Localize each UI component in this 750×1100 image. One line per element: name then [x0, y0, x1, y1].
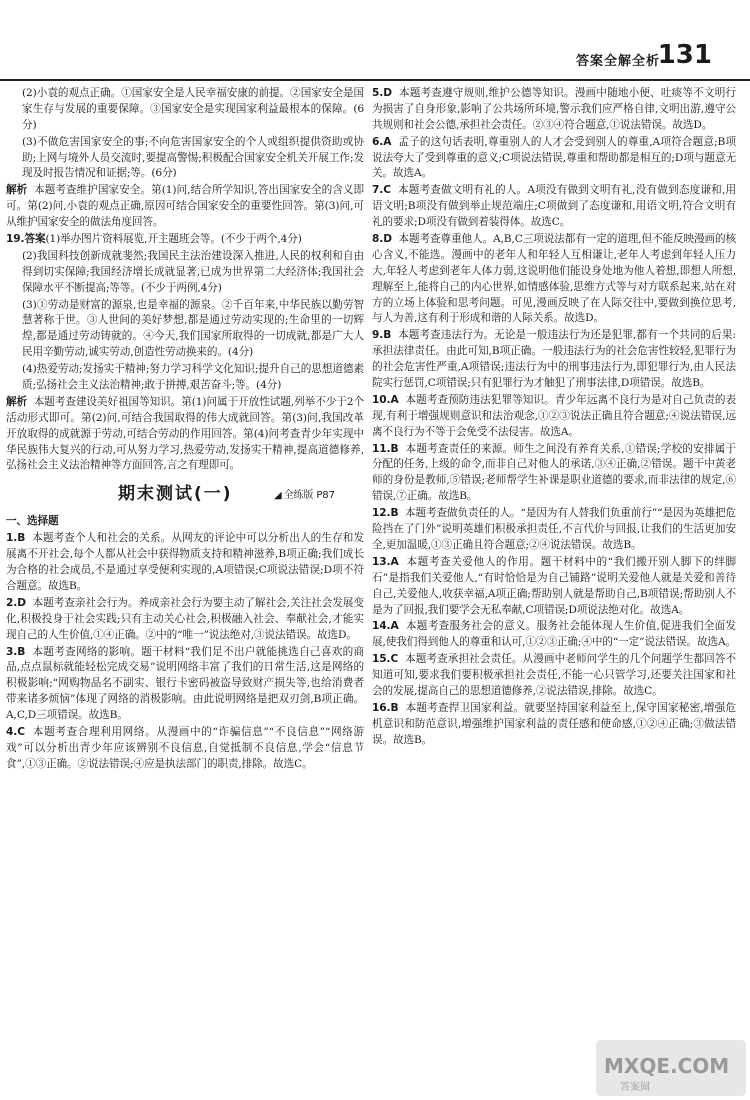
right-column: [372, 86, 736, 750]
answer-paragraph: [6, 232, 364, 248]
page-number: 131: [657, 40, 712, 70]
answer-paragraph: [372, 652, 736, 700]
section-subhead: 一、选择题: [6, 515, 59, 528]
right-answer-list: [372, 86, 736, 749]
answer-paragraph: [372, 555, 736, 619]
answer-paragraph: [6, 249, 364, 297]
section-title-block: [6, 480, 364, 510]
answer-paragraph: [6, 183, 364, 231]
answer-paragraph: [6, 86, 364, 134]
answer-text: (4)热爱劳动;发扬实干精神;努力学习科学文化知识;提升自己的思想道德素质;弘扬社会主义法治精神;敢于拼搏,艰苦奋斗;等。(4分): [22, 363, 364, 392]
answer-text: 孟子的这句话表明,尊重别人的人才会受到别人的尊重,A项符合题意;B项说法夸大了受到尊重的意义;C项说法错误,尊重和帮助都是相互的;D项与题意无关。故选A。: [372, 135, 736, 180]
answer-text: 本题考查建设美好祖国等知识。第(1)问属于开放性试题,列举不少于2个活动形式即可。第(2)问,可结合我国取得的伟大成就回答。第(3)问,我国改革开放取得的成就源于劳动,可结合劳动的作用回答。第(4)问考查青少年实现中华民族伟大复兴的行动,可从努力学习,热爱劳动,发扬实干精神,提高道德修养,弘扬社会主义法治精神等方面回答,言之有理即可。: [6, 395, 364, 472]
answer-text: 本题考查合理利用网络。从漫画中的“诈骗信息”“不良信息”“网络游戏”可以分析出青少年应该辨别不良信息,自觉抵制不良信息,学会“信息节食”,①③正确。②说法错误;④应是执法部门的职责,排除。故选C。: [6, 725, 364, 770]
answer-paragraph: [372, 232, 736, 327]
answer-paragraph: [6, 362, 364, 394]
answer-paragraph: [372, 393, 736, 441]
answer-paragraph: [6, 531, 364, 595]
answer-text: 本题考查维护国家安全。第(1)问,结合所学知识,答出国家安全的含义即可。第(2)问,小袁的观点正确,原因可结合国家安全的重要性回答。第(3)问,可从维护国家安全的做法角度回答。: [6, 184, 364, 229]
question-number: 9.B: [372, 329, 392, 342]
answer-label: 答案: [24, 233, 46, 246]
question-number: 15.C: [372, 653, 399, 666]
answer-text: 本题考查亲社会行为。养成亲社会行为要主动了解社会,关注社会发展变化,积极投身于社会实践;只有主动关心社会,积极融入社会、奉献社会,才能实现自己的人生价值,①④正确。②中的“唯一”说法绝对,③说法错误。故选D。: [6, 596, 364, 641]
answer-text: 本题考查承担社会责任。从漫画中老师问学生的几个问题学生都回答不知道可知,要求我们要积极承担社会责任,不能一心只管学习,还要关注国家和社会的发展,提高自己的思想道德修养,②说法错误,排除。故选C。: [372, 653, 736, 697]
question-number: 4.C: [6, 725, 25, 738]
answer-text: (3)①劳动是财富的源泉,也是幸福的源泉。②千百年来,中华民族以勤劳智慧著称于世。③人世间的美好梦想,都是通过劳动实现的;生命里的一切辉煌,都是通过劳动铸就的。④今天,我们国家所取得的一切成就,都是广大人民用辛勤劳动,诚实劳动,创造性劳动换来的。(4分): [22, 298, 364, 359]
question-number: 13.A: [372, 555, 399, 568]
answer-text: (2)小袁的观点正确。①国家安全是人民幸福安康的前提。②国家安全是国家生存与发展的重要保障。③国家安全是实现国家利益最根本的保障。(6分): [22, 87, 364, 131]
question-number: 1.B: [6, 532, 26, 545]
answer-paragraph: [6, 135, 364, 183]
question-number: 3.B: [6, 645, 26, 658]
answer-paragraph: [372, 442, 736, 506]
section-title: 期末测试(一): [118, 484, 233, 505]
answer-text: 本题考查网络的影响。题干材料“我们足不出户就能挑选自己喜欢的商品,点点鼠标就能轻松完成交易”说明网络丰富了我们的日常生活,这是网络的积极影响;“网购物品名不副实、银行卡密码被盗导致财产损失等,也给消费者带来诸多烦恼”体现了网络的消极影响。由此说明网络是把双刃剑,B项正确。A,C,D三项错误。故选B。: [6, 645, 364, 722]
answer-text: 本题考查关爱他人的作用。题干材料中的“我们搬开别人脚下的绊脚石”是指我们关爱他人,“有时恰恰是为自己铺路”说明关爱他人就是关爱和善待自己,关爱他人,收获幸福,A项正确;帮助别人就是帮助自己,B项错误;帮助别人不是为了回报,我们要学会无私奉献,C项错误;D项说法绝对化。故选A。: [372, 555, 736, 616]
answer-paragraph: [372, 183, 736, 231]
question-number: 2.D: [6, 596, 26, 609]
question-number: 10.A: [372, 393, 399, 406]
answer-paragraph: [6, 596, 364, 644]
answer-paragraph: [372, 701, 736, 749]
answer-text: 本题考查做文明有礼的人。A项没有做到文明有礼,没有做到态度谦和,用语文明;B项没有做到举止规范端庄;C项做到了态度谦和,用语文明,符合文明有礼的要求;D项没有做到着装得体。故选C。: [372, 184, 736, 229]
question-number: 6.A: [372, 135, 392, 148]
header-label: 答案全解全析: [575, 54, 660, 69]
answer-text: 本题考查违法行为。无论是一般违法行为还是犯罪,都有一个共同的后果:承担法律责任。由此可知,B项正确。一般违法行为的社会危害性较轻,犯罪行为的社会危害性严重,A项错误;违法行为中的刑事违法行为,即犯罪行为,由人民法院实行惩罚,C项错误;只有犯罪行为才触犯了刑事法律,D项错误。故选B。: [372, 329, 736, 390]
question-number: 19.: [6, 233, 25, 246]
question-number: 11.B: [372, 442, 399, 455]
question-number: 7.C: [372, 184, 391, 197]
answer-text: 本题考查预防违法犯罪等知识。青少年远离不良行为是对自己负责的表现,有利于增强规则意识和法治观念,①②③说法正确且符合题意;④说法错误,远离不良行为不等于会免受不法侵害。故选A。: [372, 393, 736, 438]
answer-paragraph: [6, 395, 364, 474]
left-column: [6, 86, 364, 774]
question-number: 16.B: [372, 701, 399, 714]
watermark-text: MXQE.COM: [604, 1054, 730, 1078]
watermark-subtext: 答案圈: [620, 1082, 650, 1093]
answer-text: 本题考查个人和社会的关系。从网友的评论中可以分析出人的生存和发展离不开社会,每个人都从社会中获得物质支持和精神滋养,B项正确;我们成长为合格的社会成员,不是通过享受便利实现的,A项错误;C项说法错误;D项不符合题意。故选B。: [6, 532, 364, 592]
pencil-icon: ◢: [274, 490, 282, 502]
answer-paragraph: [6, 298, 364, 362]
answer-paragraph: [372, 328, 736, 392]
section-ref-text: 全练版 P87: [283, 490, 335, 502]
question-number: 8.D: [372, 233, 392, 246]
answer-paragraph: [372, 135, 736, 183]
left-answer-list: [6, 531, 364, 772]
answer-text: 本题考查做负责任的人。“是因为有人替我们负重前行”“是因为英雄把危险挡在了门外”说明英雄们积极承担责任,不言代价与回报,让我们的生活更加安全,更加温暖,①③正确且符合题意;②④说法错误。故选B。: [372, 507, 736, 551]
answer-label: 解析: [6, 395, 28, 408]
answer-text: 本题考查责任的来源。师生之间没有养育关系,①错误;学校的安排属于分配的任务,上级的命令,而非自己对他人的承诺,③④正确,②错误。题干中黄老师的身份是教师,⑤错误;老师帮学生补课是职业道德的要求,而非法律的规定,⑥错误,⑦正确。故选B。: [372, 442, 736, 503]
answer-paragraph: [372, 619, 736, 651]
left-top-paragraphs: [6, 86, 364, 474]
answer-text: (3)不做危害国家安全的事;不向危害国家安全的个人或组织提供资助或协助;上网与境外人员交流时,要提高警惕;积极配合国家安全机关开展工作;发现及时报告情况和证据;等。(6分): [22, 135, 364, 180]
answer-paragraph: [6, 645, 364, 724]
question-number: 12.B: [372, 507, 399, 520]
page-header: [0, 0, 750, 78]
answer-text: (2)我国科技创新成就斐然;我国民主法治建设深入推进,人民的权利和自由得到切实保障;我国经济增长成就显著,已成为世界第二大经济体;我国社会保障水平不断提高;等等。(不少于两例,4分): [22, 249, 364, 294]
answer-text: 本题考查捍卫国家利益。就要坚持国家利益至上,保守国家秘密,增强危机意识和防范意识,增强维护国家利益的责任感和使命感,①②④正确;③做法错误。故选B。: [372, 701, 736, 746]
answer-label: 解析: [6, 184, 28, 197]
section-ref: [274, 488, 335, 503]
answer-text: 本题考查尊重他人。A,B,C三项说法都有一定的道理,但不能反映漫画的核心含义,不能选。漫画中的老年人和年轻人互相谦让,老年人考虑到年轻人压力大,年轻人考虑到老年人体力弱,这说明他们能设身处地为他人着想,即想人所想,理解至上,能将自己的内心世界,如情感体验,思维方式等与对方联系起来,站在对方的立场上体验和思考问题。可见,漫画反映了在人际交往中,要做到换位思考,与人为善,这有利于形成和谐的人际关系。故选D。: [372, 233, 736, 325]
answer-text: 本题考查服务社会的意义。服务社会能体现人生价值,促进我们全面发展,使我们得到他人的尊重和认可,①②③正确;④中的“一定”说法错误。故选A。: [372, 620, 736, 649]
question-number: 5.D: [372, 87, 392, 99]
header-divider: [0, 79, 750, 81]
question-number: 14.A: [372, 620, 399, 633]
answer-text: (1)举办图片资料展览,开主题班会等。(不少于两个,4分): [45, 233, 302, 246]
answer-paragraph: [372, 506, 736, 554]
answer-paragraph: [372, 86, 736, 134]
answer-paragraph: [6, 725, 364, 773]
answer-text: 本题考查遵守规则,维护公德等知识。漫画中随地小便、吐痰等不文明行为损害了自身形象,影响了公共场所环境,警示我们应严格自律,文明出游,遵守公共规则和社会公德,承担社会责任。②③④符合题意,①说法错误。故选D。: [372, 87, 736, 131]
